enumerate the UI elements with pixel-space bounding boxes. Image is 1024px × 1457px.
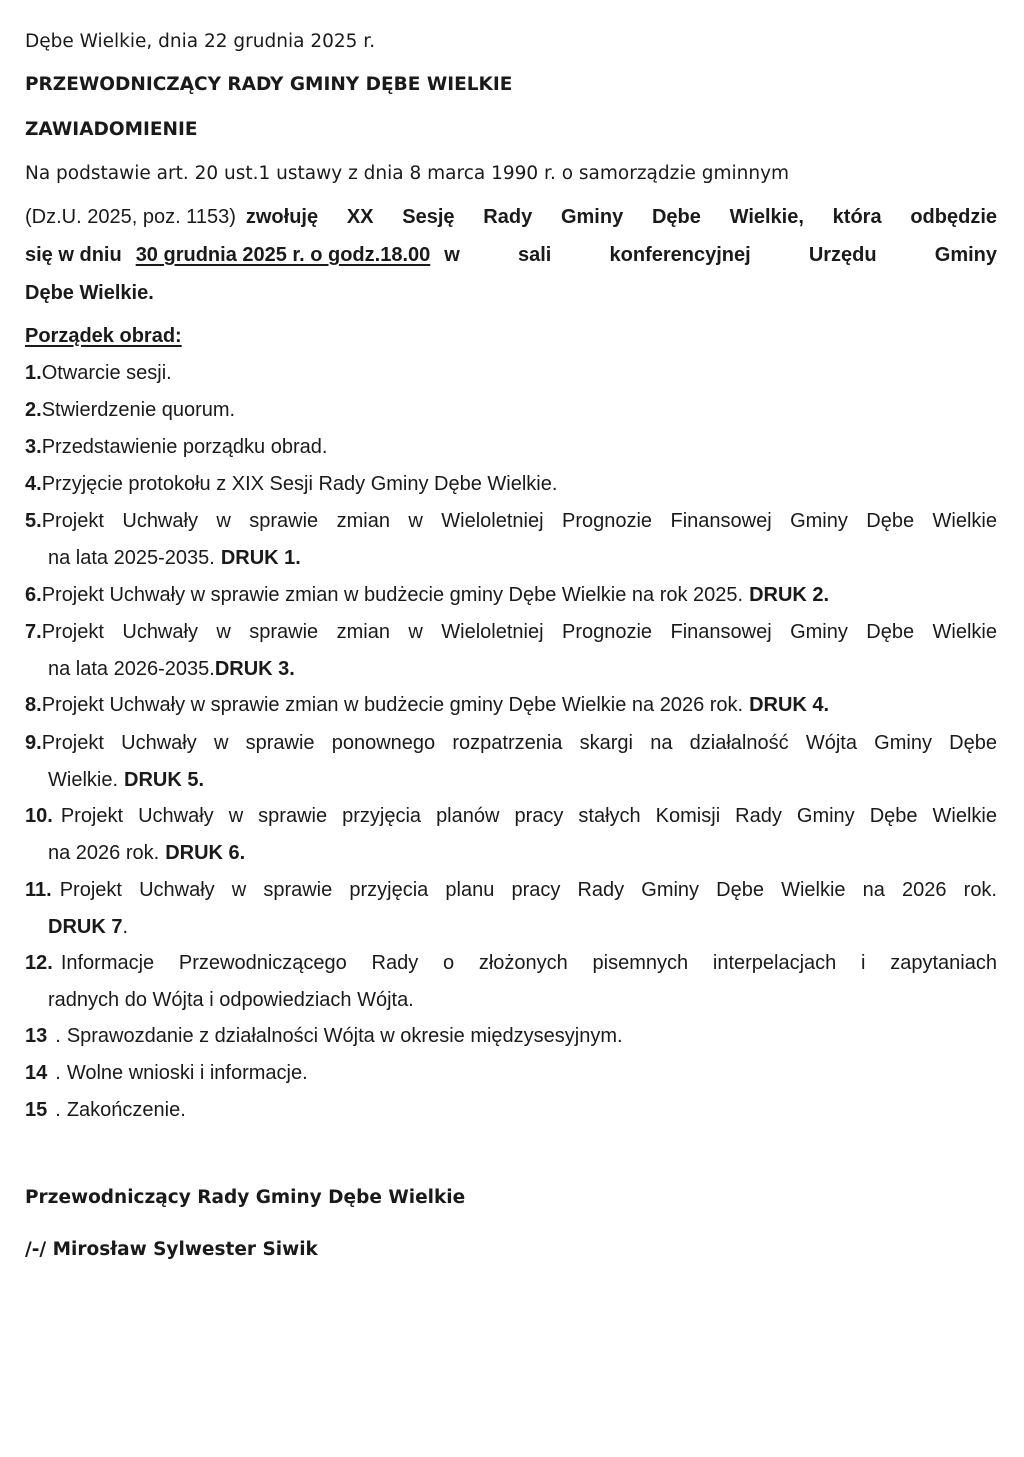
agenda-item-text: Wolne wnioski i informacje.: [66, 1062, 308, 1084]
agenda-item-number: 14: [25, 1062, 48, 1084]
agenda-item: [25, 435, 997, 459]
agenda-item-text: Informacje Przewodniczącego Rady o złożonych pisemnych interpelacjach i zapytaniach: [60, 952, 997, 974]
agenda-item-continuation: [48, 915, 128, 939]
druk-label: DRUK 3.: [214, 658, 295, 680]
signature-title: Przewodniczący Rady Gminy Dębe Wielkie: [25, 1187, 466, 1208]
agenda-item: [25, 1098, 997, 1122]
agenda-item-continuation: [48, 657, 295, 681]
session-datetime: 30 grudnia 2025 r. o godz.18.00: [135, 244, 431, 266]
agenda-item-text: Projekt Uchwały w sprawie zmian w budżecie gminy Dębe Wielkie na 2026 rok.: [41, 694, 744, 716]
agenda-item-text-continued: na lata 2025-2035.: [48, 547, 215, 569]
agenda-item-text: Projekt Uchwały w sprawie zmian w Wieloletniej Prognozie Finansowej Gminy Dębe Wielkie: [41, 510, 997, 532]
citation: (Dz.U. 2025, poz. 1153): [25, 206, 236, 228]
agenda-item-text: Projekt Uchwały w sprawie zmian w budżecie gminy Dębe Wielkie na rok 2025.: [41, 584, 744, 606]
agenda-item-number: 11.: [25, 879, 52, 901]
agenda-item: [25, 804, 997, 828]
signature-name: /-/ Mirosław Sylwester Siwik: [25, 1239, 318, 1260]
agenda-item-text: Przedstawienie porządku obrad.: [41, 436, 328, 458]
agenda-item-number: 10.: [25, 805, 53, 827]
agenda-item: [25, 583, 997, 607]
agenda-item: [25, 1024, 997, 1048]
convene-text-2b: w sali konferencyjnej Urzędu Gminy: [444, 244, 997, 266]
agenda-item-number: 13: [25, 1025, 48, 1047]
convene-line-2: [25, 243, 997, 267]
druk-label: DRUK 4.: [749, 694, 830, 716]
agenda-item-number: 2.: [25, 399, 42, 421]
agenda-item-text-continued: radnych do Wójta i odpowiedziach Wójta.: [48, 989, 414, 1011]
druk-label: DRUK 1.: [220, 547, 301, 569]
convene-text-1: [246, 205, 997, 229]
document-type-heading: ZAWIADOMIENIE: [25, 119, 198, 140]
agenda-item-text: Sprawozdanie z działalności Wójta w okresie międzysesyjnym.: [66, 1025, 623, 1047]
issuer-heading: PRZEWODNICZĄCY RADY GMINY DĘBE WIELKIE: [25, 74, 513, 95]
agenda-item: [25, 951, 997, 975]
agenda-item-text-continued: na 2026 rok.: [48, 842, 160, 864]
agenda-item-continuation: [48, 546, 301, 570]
agenda-item-text: Zakończenie.: [66, 1099, 186, 1121]
agenda-item-separator: .: [55, 1025, 61, 1047]
agenda-item-continuation: [48, 841, 245, 865]
agenda-item-text: Projekt Uchwały w sprawie przyjęcia planów pracy stałych Komisji Rady Gminy Dębe Wielkie: [60, 805, 997, 827]
agenda-item: [25, 1061, 997, 1085]
agenda-item: [25, 398, 997, 422]
agenda-item: [25, 620, 997, 644]
agenda-item: [25, 472, 997, 496]
agenda-item: [25, 731, 997, 755]
agenda-item: [25, 693, 997, 717]
agenda-item-text: Stwierdzenie quorum.: [41, 399, 236, 421]
agenda-item-text: Projekt Uchwały w sprawie przyjęcia planu pracy Rady Gminy Dębe Wielkie na 2026 rok.: [59, 879, 997, 901]
agenda-item-number: 12.: [25, 952, 53, 974]
agenda-item-text: Otwarcie sesji.: [41, 362, 172, 384]
agenda-item-continuation: [48, 988, 414, 1012]
agenda-item-number: 8.: [25, 694, 42, 716]
agenda-item-number: 4.: [25, 473, 42, 495]
agenda-item: [25, 361, 997, 385]
legal-basis: Na podstawie art. 20 ust.1 ustawy z dnia 8 marca 1990 r. o samorządzie gminnym: [25, 163, 790, 184]
agenda-item-number: 1.: [25, 362, 42, 384]
agenda-item: [25, 878, 997, 902]
convene-line-3: Dębe Wielkie.: [25, 282, 154, 304]
agenda-item-continuation: [48, 768, 204, 792]
agenda-item-number: 3.: [25, 436, 42, 458]
agenda-item-text: Projekt Uchwały w sprawie zmian w Wieloletniej Prognozie Finansowej Gminy Dębe Wielkie: [41, 621, 997, 643]
agenda-item-text-continued: Wielkie.: [48, 769, 119, 791]
agenda-title: Porządek obrad:: [25, 325, 182, 347]
druk-label: DRUK 5.: [124, 769, 205, 791]
agenda-item-text-continued: na lata 2026-2035.: [48, 658, 215, 680]
agenda-item-number: 7.: [25, 621, 42, 643]
convene-sentence: zwołuję XX Sesję Rady Gminy Dębe Wielkie, która odbędzie: [245, 206, 997, 228]
agenda-item-text: Projekt Uchwały w sprawie ponownego rozpatrzenia skargi na działalność Wójta Gminy Dębe: [41, 732, 997, 754]
agenda-item-number: 9.: [25, 732, 42, 754]
agenda-item-separator: .: [55, 1099, 61, 1121]
place-date: Dębe Wielkie, dnia 22 grudnia 2025 r.: [25, 31, 376, 52]
convene-text-2a: się w dniu: [25, 244, 122, 266]
agenda-item-text: Przyjęcie protokołu z XIX Sesji Rady Gminy Dębe Wielkie.: [41, 473, 558, 495]
agenda-item-separator: .: [55, 1062, 61, 1084]
agenda-item: [25, 509, 997, 533]
druk-label: DRUK 6.: [165, 842, 246, 864]
druk-suffix: .: [122, 916, 129, 938]
agenda-item-number: 15: [25, 1099, 48, 1121]
druk-label: DRUK 2.: [749, 584, 830, 606]
agenda-item-number: 5.: [25, 510, 42, 532]
agenda-item-number: 6.: [25, 584, 42, 606]
druk-label: DRUK 7: [48, 916, 123, 938]
convene-line-1: [25, 205, 997, 229]
